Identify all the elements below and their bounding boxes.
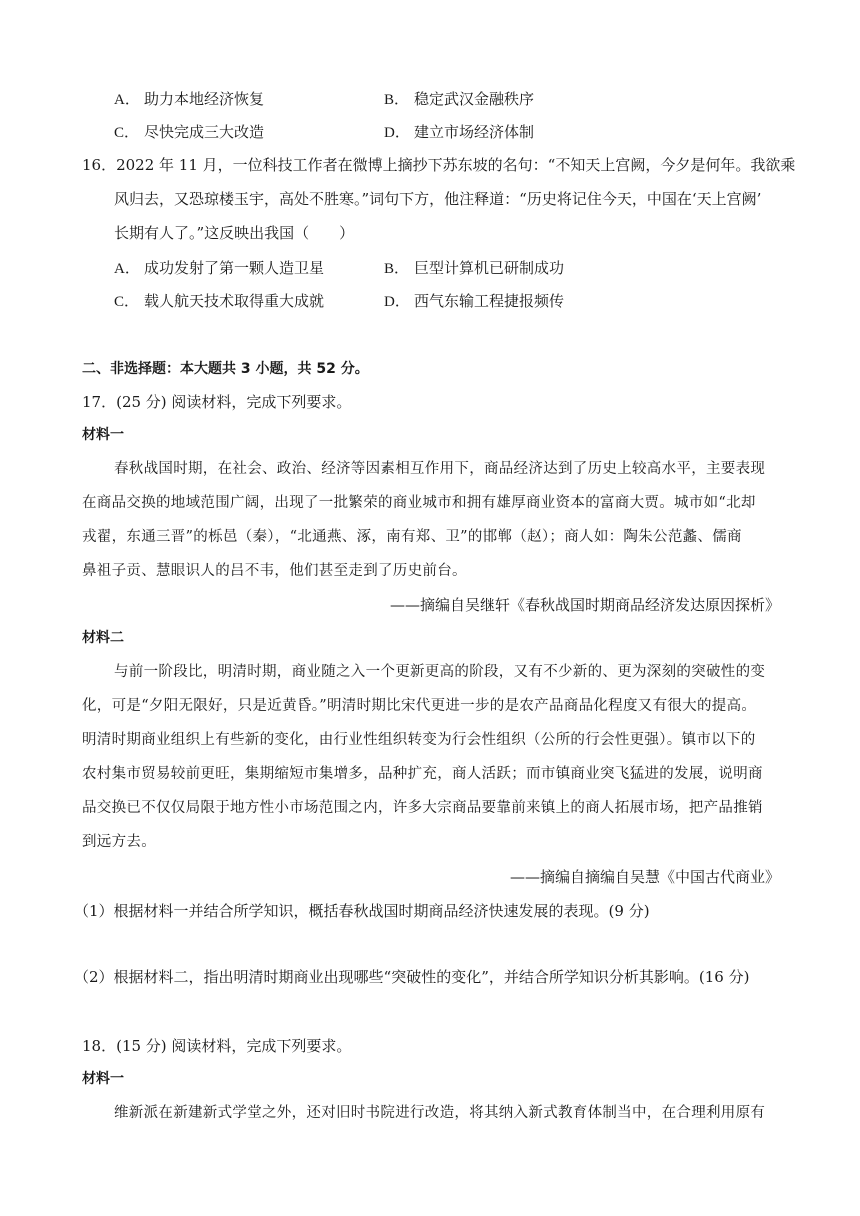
q17-material-1-source: ——摘编自吴继轩《春秋战国时期商品经济发达原因探析》	[389, 596, 780, 614]
q16-stem-line-1: 16．2022 年 11 月，一位科技工作者在微博上摘抄下苏东坡的名句：“不知天上宫阙，今夕是何年。我欲乘	[82, 156, 796, 174]
q17-sub-question-2: （2）根据材料二，指出明清时期商业出现哪些“突破性的变化”，并结合所学知识分析其影响。(16 分)	[74, 968, 750, 986]
q16-option-c[interactable]: C． 载人航天技术取得重大成就	[114, 292, 325, 310]
q17-material-2-line-1: 与前一阶段比，明清时期，商业随之入一个更新更高的阶段，又有不少新的、更为深刻的突破性的变	[114, 664, 766, 680]
q16-option-a[interactable]: A． 成功发射了第一颗人造卫星	[114, 259, 325, 277]
q18-stem: 18．(15 分) 阅读材料，完成下列要求。	[82, 1037, 352, 1055]
q17-material-2-line-5: 品交换已不仅仅局限于地方性小市场范围之内，许多大宗商品要靠前来镇上的商人拓展市场，把产品推销	[82, 800, 763, 816]
q17-material-2-line-4: 农村集市贸易较前更旺，集期缩短市集增多，品种扩充，商人活跃；而市镇商业突飞猛进的发展，说明商	[82, 766, 763, 782]
q17-material-2-title: 材料二	[82, 630, 124, 646]
q16-option-d[interactable]: D． 西气东输工程捷报频传	[384, 292, 565, 310]
q17-material-2-line-6: 到远方去。	[82, 834, 156, 850]
q17-material-2-line-3: 明清时期商业组织上有些新的变化，由行业性组织转变为行会性组织（公所的行会性更强）。镇市以下的	[82, 732, 756, 748]
q18-material-1-line-1: 维新派在新建新式学堂之外，还对旧时书院进行改造，将其纳入新式教育体制当中，在合理利用原有	[114, 1105, 766, 1121]
q17-stem: 17．(25 分) 阅读材料，完成下列要求。	[82, 393, 352, 411]
q17-material-2-line-2: 化，可是“夕阳无限好，只是近黄昏。”明清时期比宋代更进一步的是农产品商品化程度又有很大的提高。	[82, 698, 757, 714]
q15-option-d[interactable]: D． 建立市场经济体制	[384, 123, 535, 141]
q16-stem-line-2: 风归去，又恐琼楼玉宇，高处不胜寒。”词句下方，他注释道：“历史将记住今天，中国在‘天上宫阙’	[114, 190, 762, 208]
q17-material-1-line-3: 戎翟，东通三晋”的栎邑（秦），“北通燕、涿，南有郑、卫”的邯郸（赵）；商人如：陶朱公范蠡、儒商	[82, 529, 742, 545]
q17-material-1-title: 材料一	[82, 427, 124, 443]
q16-stem-line-3: 长期有人了。”这反映出我国（ ）	[114, 224, 355, 242]
q15-option-a[interactable]: A． 助力本地经济恢复	[114, 90, 265, 108]
q18-material-1-title: 材料一	[82, 1071, 124, 1087]
q15-option-c[interactable]: C． 尽快完成三大改造	[114, 123, 265, 141]
q17-material-1-line-2: 在商品交换的地域范围广阔，出现了一批繁荣的商业城市和拥有雄厚商业资本的富商大贾。城市如“北却	[82, 495, 756, 511]
q17-sub-question-1: （1）根据材料一并结合所学知识，概括春秋战国时期商品经济快速发展的表现。(9 分)	[74, 902, 650, 920]
q17-material-1-line-4: 鼻祖子贡、慧眼识人的吕不韦，他们甚至走到了历史前台。	[82, 563, 467, 579]
section-2-heading: 二、非选择题：本大题共 3 小题，共 52 分。	[82, 361, 369, 377]
q16-option-b[interactable]: B． 巨型计算机已研制成功	[384, 259, 565, 277]
q17-material-1-line-1: 春秋战国时期，在社会、政治、经济等因素相互作用下，商品经济达到了历史上较高水平，主要表现	[114, 461, 766, 477]
q15-option-b[interactable]: B． 稳定武汉金融秩序	[384, 90, 535, 108]
q17-material-2-source: ——摘编自摘编自吴慧《中国古代商业》	[509, 868, 780, 886]
